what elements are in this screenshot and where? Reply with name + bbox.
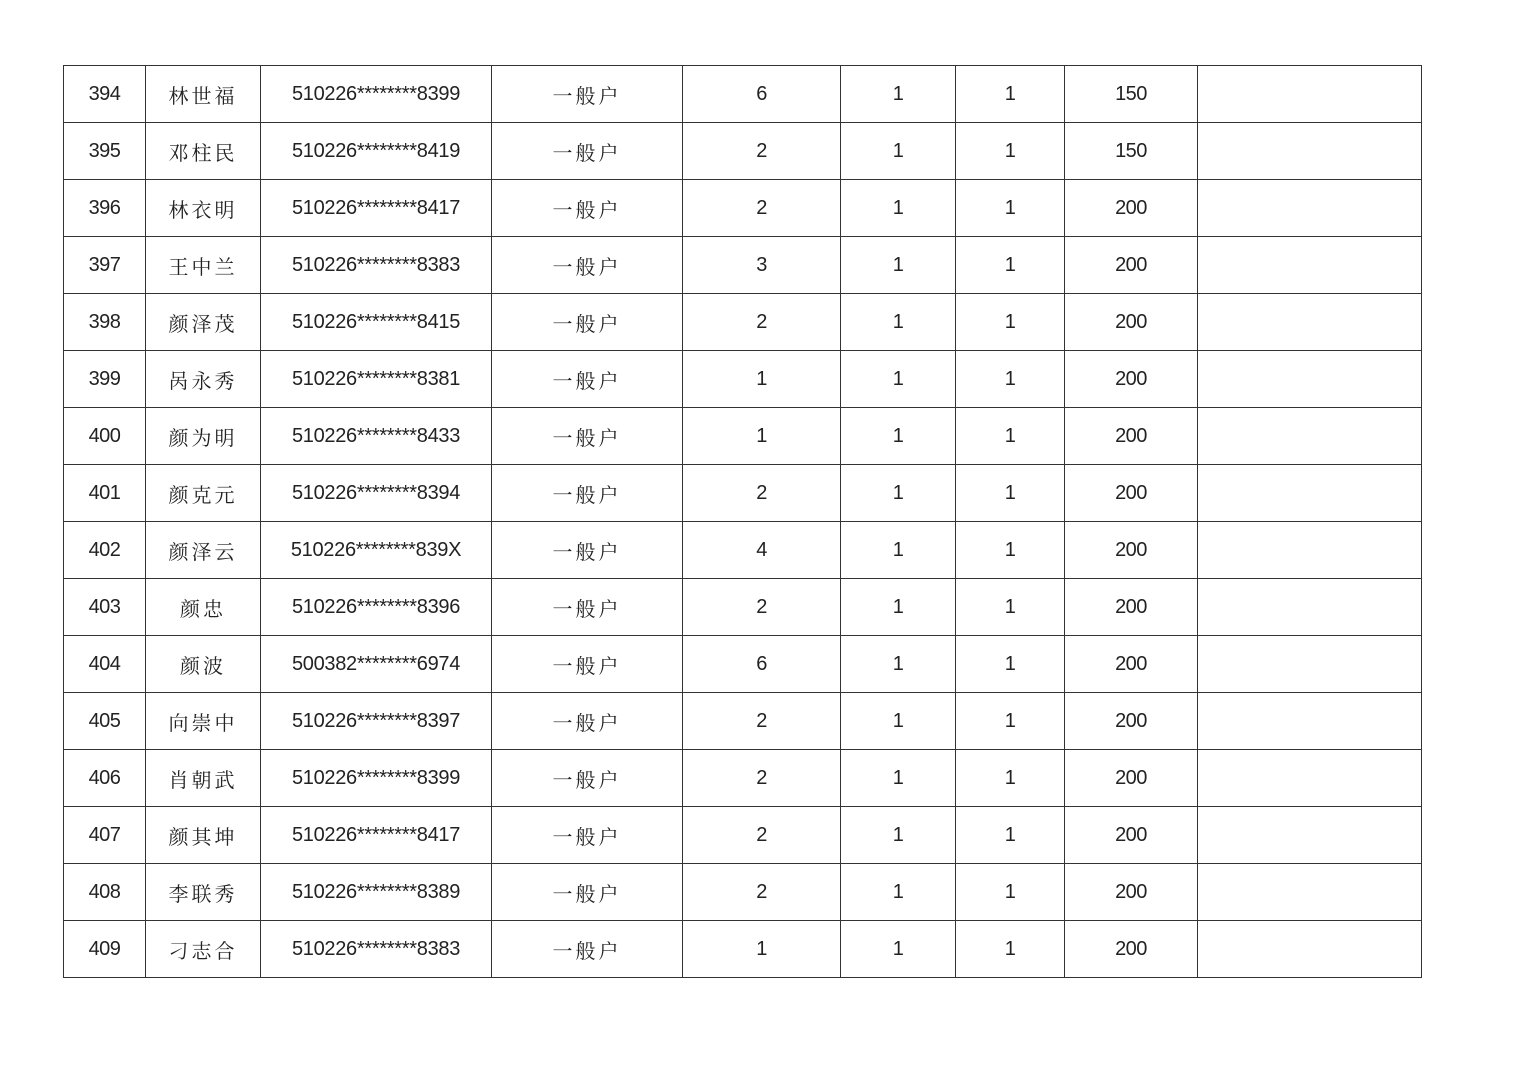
- id-number-cell: 510226********839X: [261, 522, 492, 579]
- name-cell: 颜泽云: [146, 522, 261, 579]
- table-row: [64, 351, 1422, 408]
- household-type-cell: 一般户: [492, 636, 683, 693]
- count-cell-3: 1: [956, 123, 1065, 180]
- amount-cell: 200: [1065, 294, 1198, 351]
- table-row: [64, 750, 1422, 807]
- count-cell: 6: [683, 66, 841, 123]
- household-type-cell: 一般户: [492, 750, 683, 807]
- id-number-cell: 510226********8381: [261, 351, 492, 408]
- amount-cell: 200: [1065, 693, 1198, 750]
- household-type-cell: 一般户: [492, 123, 683, 180]
- household-type-cell: 一般户: [492, 807, 683, 864]
- table-row: [64, 237, 1422, 294]
- count-cell-2: 1: [841, 807, 956, 864]
- note-cell: [1198, 465, 1422, 522]
- count-cell-2: 1: [841, 408, 956, 465]
- id-number-cell: 510226********8397: [261, 693, 492, 750]
- name-cell: 林衣明: [146, 180, 261, 237]
- count-cell-2: 1: [841, 351, 956, 408]
- count-cell-2: 1: [841, 522, 956, 579]
- amount-cell: 200: [1065, 522, 1198, 579]
- row-number-cell: 398: [64, 294, 146, 351]
- count-cell: 6: [683, 636, 841, 693]
- row-number-cell: 397: [64, 237, 146, 294]
- note-cell: [1198, 807, 1422, 864]
- table-row: [64, 636, 1422, 693]
- name-cell: 向崇中: [146, 693, 261, 750]
- table-row: [64, 807, 1422, 864]
- count-cell-3: 1: [956, 237, 1065, 294]
- row-number-cell: 396: [64, 180, 146, 237]
- table-row: [64, 693, 1422, 750]
- household-type-cell: 一般户: [492, 237, 683, 294]
- note-cell: [1198, 579, 1422, 636]
- count-cell-2: 1: [841, 636, 956, 693]
- amount-cell: 200: [1065, 180, 1198, 237]
- amount-cell: 200: [1065, 750, 1198, 807]
- count-cell: 3: [683, 237, 841, 294]
- count-cell-3: 1: [956, 351, 1065, 408]
- note-cell: [1198, 750, 1422, 807]
- id-number-cell: 510226********8396: [261, 579, 492, 636]
- household-type-cell: 一般户: [492, 465, 683, 522]
- name-cell: 颜克元: [146, 465, 261, 522]
- count-cell-2: 1: [841, 693, 956, 750]
- count-cell-3: 1: [956, 294, 1065, 351]
- note-cell: [1198, 522, 1422, 579]
- name-cell: 呙永秀: [146, 351, 261, 408]
- count-cell-3: 1: [956, 579, 1065, 636]
- id-number-cell: 500382********6974: [261, 636, 492, 693]
- note-cell: [1198, 66, 1422, 123]
- count-cell: 2: [683, 807, 841, 864]
- household-type-cell: 一般户: [492, 522, 683, 579]
- count-cell-3: 1: [956, 465, 1065, 522]
- row-number-cell: 403: [64, 579, 146, 636]
- count-cell-2: 1: [841, 921, 956, 978]
- id-number-cell: 510226********8419: [261, 123, 492, 180]
- row-number-cell: 399: [64, 351, 146, 408]
- id-number-cell: 510226********8417: [261, 180, 492, 237]
- row-number-cell: 402: [64, 522, 146, 579]
- table-row: [64, 66, 1422, 123]
- row-number-cell: 404: [64, 636, 146, 693]
- amount-cell: 200: [1065, 807, 1198, 864]
- count-cell-2: 1: [841, 237, 956, 294]
- count-cell-2: 1: [841, 579, 956, 636]
- id-number-cell: 510226********8417: [261, 807, 492, 864]
- row-number-cell: 406: [64, 750, 146, 807]
- count-cell: 2: [683, 864, 841, 921]
- table-row: [64, 522, 1422, 579]
- count-cell-3: 1: [956, 921, 1065, 978]
- amount-cell: 200: [1065, 351, 1198, 408]
- id-number-cell: 510226********8399: [261, 66, 492, 123]
- table-row: [64, 408, 1422, 465]
- count-cell-3: 1: [956, 66, 1065, 123]
- count-cell-2: 1: [841, 294, 956, 351]
- amount-cell: 200: [1065, 921, 1198, 978]
- household-table: [63, 65, 1422, 978]
- row-number-cell: 405: [64, 693, 146, 750]
- amount-cell: 150: [1065, 66, 1198, 123]
- count-cell-3: 1: [956, 807, 1065, 864]
- row-number-cell: 401: [64, 465, 146, 522]
- amount-cell: 200: [1065, 579, 1198, 636]
- count-cell-3: 1: [956, 693, 1065, 750]
- count-cell-2: 1: [841, 123, 956, 180]
- name-cell: 颜泽茂: [146, 294, 261, 351]
- id-number-cell: 510226********8383: [261, 921, 492, 978]
- id-number-cell: 510226********8383: [261, 237, 492, 294]
- count-cell: 4: [683, 522, 841, 579]
- note-cell: [1198, 636, 1422, 693]
- id-number-cell: 510226********8433: [261, 408, 492, 465]
- amount-cell: 200: [1065, 465, 1198, 522]
- household-type-cell: 一般户: [492, 66, 683, 123]
- note-cell: [1198, 408, 1422, 465]
- household-type-cell: 一般户: [492, 921, 683, 978]
- count-cell: 2: [683, 465, 841, 522]
- note-cell: [1198, 294, 1422, 351]
- count-cell: 2: [683, 693, 841, 750]
- count-cell-3: 1: [956, 750, 1065, 807]
- household-type-cell: 一般户: [492, 180, 683, 237]
- count-cell: 2: [683, 579, 841, 636]
- name-cell: 颜忠: [146, 579, 261, 636]
- note-cell: [1198, 351, 1422, 408]
- table-row: [64, 579, 1422, 636]
- amount-cell: 200: [1065, 864, 1198, 921]
- id-number-cell: 510226********8389: [261, 864, 492, 921]
- household-type-cell: 一般户: [492, 693, 683, 750]
- count-cell-2: 1: [841, 66, 956, 123]
- name-cell: 王中兰: [146, 237, 261, 294]
- amount-cell: 150: [1065, 123, 1198, 180]
- count-cell-3: 1: [956, 408, 1065, 465]
- name-cell: 颜其坤: [146, 807, 261, 864]
- table-row: [64, 294, 1422, 351]
- table-row: [64, 465, 1422, 522]
- count-cell-2: 1: [841, 180, 956, 237]
- count-cell: 2: [683, 750, 841, 807]
- table-body: [64, 66, 1422, 978]
- count-cell: 2: [683, 294, 841, 351]
- count-cell-3: 1: [956, 180, 1065, 237]
- note-cell: [1198, 693, 1422, 750]
- table-row: [64, 123, 1422, 180]
- table-row: [64, 921, 1422, 978]
- row-number-cell: 395: [64, 123, 146, 180]
- amount-cell: 200: [1065, 408, 1198, 465]
- note-cell: [1198, 180, 1422, 237]
- row-number-cell: 394: [64, 66, 146, 123]
- name-cell: 李联秀: [146, 864, 261, 921]
- count-cell: 1: [683, 351, 841, 408]
- count-cell-3: 1: [956, 636, 1065, 693]
- count-cell-3: 1: [956, 864, 1065, 921]
- name-cell: 邓柱民: [146, 123, 261, 180]
- name-cell: 刁志合: [146, 921, 261, 978]
- id-number-cell: 510226********8399: [261, 750, 492, 807]
- row-number-cell: 407: [64, 807, 146, 864]
- count-cell: 2: [683, 123, 841, 180]
- household-type-cell: 一般户: [492, 351, 683, 408]
- household-type-cell: 一般户: [492, 408, 683, 465]
- name-cell: 肖朝武: [146, 750, 261, 807]
- count-cell-2: 1: [841, 465, 956, 522]
- amount-cell: 200: [1065, 237, 1198, 294]
- count-cell: 1: [683, 921, 841, 978]
- count-cell-2: 1: [841, 750, 956, 807]
- note-cell: [1198, 864, 1422, 921]
- name-cell: 林世福: [146, 66, 261, 123]
- table-row: [64, 864, 1422, 921]
- table-row: [64, 180, 1422, 237]
- row-number-cell: 409: [64, 921, 146, 978]
- count-cell: 1: [683, 408, 841, 465]
- id-number-cell: 510226********8415: [261, 294, 492, 351]
- count-cell-3: 1: [956, 522, 1065, 579]
- note-cell: [1198, 123, 1422, 180]
- id-number-cell: 510226********8394: [261, 465, 492, 522]
- row-number-cell: 400: [64, 408, 146, 465]
- note-cell: [1198, 237, 1422, 294]
- count-cell: 2: [683, 180, 841, 237]
- name-cell: 颜波: [146, 636, 261, 693]
- row-number-cell: 408: [64, 864, 146, 921]
- amount-cell: 200: [1065, 636, 1198, 693]
- count-cell-2: 1: [841, 864, 956, 921]
- household-type-cell: 一般户: [492, 294, 683, 351]
- name-cell: 颜为明: [146, 408, 261, 465]
- household-type-cell: 一般户: [492, 864, 683, 921]
- household-type-cell: 一般户: [492, 579, 683, 636]
- note-cell: [1198, 921, 1422, 978]
